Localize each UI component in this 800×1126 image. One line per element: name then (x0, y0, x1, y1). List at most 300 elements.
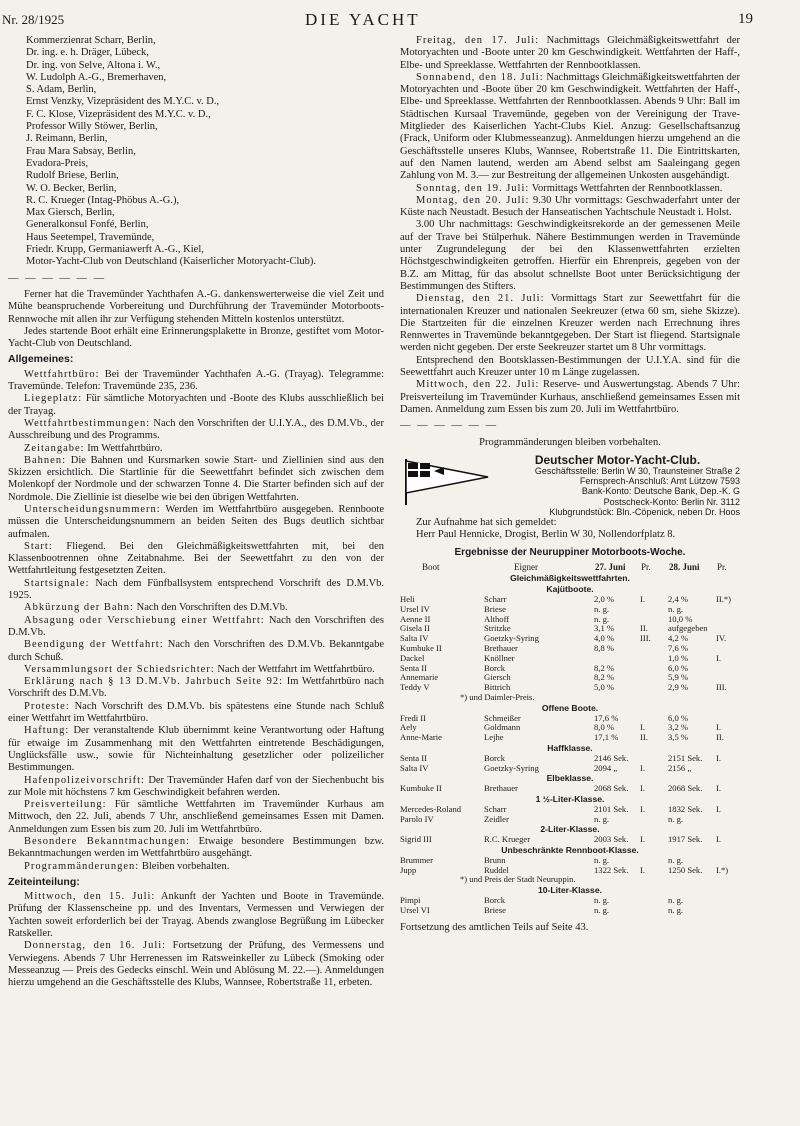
owner-name: Stritzke (484, 623, 511, 634)
separator: — — — — — — (8, 272, 107, 284)
table-row (400, 723, 740, 733)
schedule-item (400, 72, 740, 183)
rule-item-text: Fliegend. Bei den Gleichmäßigkeitswettfahrten mit, bei den Klassenbootrennen ohne Zeitabnahme. Bei der Seewettfahrt zu den von der Wettfahrtleitung festgesetzten Zeiten. (8, 540, 384, 577)
prize-day1: I. (640, 762, 646, 773)
result-day1: 2068 Sek. (594, 783, 629, 794)
result-day1: 17,6 % (594, 712, 619, 723)
prize-day1: I. (640, 594, 646, 605)
table-note: *) und Preis der Stadt Neuruppin. (460, 874, 576, 885)
rule-item-key: Unterscheidungsnummern: (24, 503, 161, 515)
results-title: Ergebnisse der Neuruppiner Motorboots-Woche. (454, 547, 686, 559)
schedule-item-text: Entsprechend den Bootsklassen-Bestimmungen der U.I.Y.A. sind für die Seewettfahrt auch Kreuzer unter 10 m Länge zugelassen. (400, 354, 740, 379)
donor-entry: Max Giersch, Berlin, (26, 207, 115, 219)
prize-day2 (716, 615, 740, 625)
schedule-item-key: Mittwoch, den 15. Juli: (24, 891, 156, 903)
class-heading: 10-Liter-Klasse. (537, 885, 602, 896)
table-row (400, 835, 740, 845)
schedule-item-text: Nachmittags Gleichmäßigkeitswettfahrten der Motoryachten und -Boote über 20 km Geschwindigkeit. Wettfahrten der Haff-, Elbe- und Spreeklasse. Wettfahrten der Rennbootklassen. Abends 9 Uhr: Ball im Städtischen Kursaal Travemünde, gegeben von der Vereinigung der Trave-Mitglieder des Kaiserlichen Yacht-Clubs Kiel. Anzug: Gesellschaftsanzug (Frack, Uniform oder Klubmesseanzug). Anmeldungen hierzu umgehend an die Geschäftsstelle unseres Klubs, Wannsee, Robertstraße 11. Die Eintrittskarten, auf den Namen lautend, werden am Abend selbst am Saaleingang gegen Zahlung von M. 3.— zur Bestreitung der allgemeinen Unkosten ausgehändigt. (400, 71, 740, 182)
rule-item-key: Erklärung nach § 13 D.M.Vb. Jahrbuch Seite 92: (24, 676, 284, 688)
club-info (495, 452, 740, 517)
rule-item-key: Absagung oder Verschiebung einer Wettfahrt: (24, 614, 265, 626)
donor-entry: Haus Seetempel, Travemünde, (26, 231, 155, 243)
donor-entry: F. C. Klose, Vizepräsident des M.Y.C. v. D., (26, 108, 211, 120)
rule-item (8, 602, 384, 614)
prize-day1 (640, 605, 668, 615)
owner-name: R.C. Krueger (484, 834, 531, 845)
result-day1: 2003 Sek. (594, 834, 629, 845)
class-heading-row (400, 573, 740, 584)
donor-entry: Dr. ing. e. h. Dräger, Lübeck, (26, 47, 149, 59)
result-day1: 8,0 % (594, 722, 615, 733)
rule-item-text: Der Travemünder Hafen darf von der Siechenbucht bis zur Mole mit höchstens 7 km Geschwindigkeit befahren werden. (8, 774, 384, 798)
schedule-item-text: Ankunft der Yachten und Boote in Travemünde. Prüfung der Klassenscheine pp. und des Inventars, Vermessen und Verwiegen der Yachten soweit erforderlich bei der Trayag. Abends zwanglose Begrüßung im Lübecker Ratskeller. (8, 891, 384, 940)
col-date1: 27. Juni (595, 561, 626, 572)
result-day1: 2146 Sek. (594, 752, 629, 763)
table-note: *) und Daimler-Preis. (460, 692, 535, 703)
result-day2: 2,9 % (668, 682, 689, 693)
rule-item (8, 504, 384, 541)
donor-entry: Generalkonsul Fonfé, Berlin, (26, 219, 149, 231)
rule-item-text: Die Bahnen und Kursmarken sowie Start- und Ziellinien sind aus den Skizzen ersichtlich. Die Startlinie für die Seewettfahrt befindet sich zwischen dem Molenkopf der Nordmole und der schwarzen Tonne 4. Die Starter befinden sich auf der Nordmole. Die Ziellinie ist dieselbe wie bei den übrigen Wettfahrten. (8, 454, 384, 503)
owner-name: Goetzky-Syring (484, 633, 539, 644)
table-row (400, 595, 740, 605)
rule-item (8, 639, 384, 664)
result-day2: 6,0 % (668, 712, 689, 723)
owner-name: Goldmann (484, 722, 521, 733)
prize-day1 (640, 664, 668, 674)
boat-name: Pimpi (400, 894, 421, 905)
journal-title: DIE YACHT (305, 10, 421, 29)
rule-item-key: Besondere Bekanntmachungen: (24, 836, 191, 847)
prize-day2: II.*) (716, 594, 732, 605)
rule-item (8, 799, 384, 836)
rule-item-key: Proteste: (24, 700, 70, 712)
prize-day2 (716, 896, 740, 906)
rule-item (8, 836, 384, 861)
club-contact-line: Geschäftsstelle: Berlin W 30, Traunsteiner Straße 2 (534, 466, 740, 476)
boat-name: Senta II (400, 752, 427, 763)
class-heading-row (400, 885, 740, 896)
schedule-item (400, 183, 740, 195)
schedule-item-key: Donnerstag, den 16. Juli: (24, 940, 167, 952)
schedule-item (400, 35, 740, 72)
rule-item-key: Wettfahrtbüro: (24, 368, 100, 380)
schedule-list-left (8, 891, 384, 989)
class-heading: Haffklasse. (547, 743, 593, 754)
schedule-item (400, 219, 740, 293)
rule-item-key: Hafenpolizeivorschrift: (24, 774, 145, 786)
boat-name: Salta IV (400, 762, 429, 773)
prize-donor-list (8, 35, 384, 269)
table-row (400, 624, 740, 634)
prize-day1 (640, 644, 668, 654)
club-contact-lines (495, 466, 740, 517)
result-day1: n. g. (594, 613, 610, 624)
rule-item (8, 418, 384, 443)
prize-day1: I. (640, 864, 646, 875)
class-heading-row (400, 703, 740, 714)
result-day2: n. g. (668, 894, 684, 905)
rule-item (8, 676, 384, 701)
prize-day2: I. (716, 783, 722, 794)
result-day2: 6,0 % (668, 662, 689, 673)
col-prize2: Pr. (717, 561, 727, 572)
schedule-item (8, 891, 384, 940)
table-row (400, 733, 740, 743)
prize-day2: I. (716, 834, 722, 845)
result-day2: aufgegeben (668, 623, 708, 634)
owner-name: Brunn (484, 854, 506, 865)
table-row (400, 654, 740, 664)
schedule-item-key: Montag, den 20. Juli: (416, 194, 530, 206)
prize-day2: I. (716, 752, 722, 763)
table-row (400, 896, 740, 906)
prize-day1 (640, 673, 668, 683)
membership-applicant: Herr Paul Hennicke, Drogist, Berlin W 30, Nollendorfplatz 8. (416, 529, 676, 541)
club-name: Deutscher Motor-Yacht-Club. (534, 452, 701, 467)
boat-name: Brummer (400, 854, 433, 865)
right-column (400, 35, 740, 934)
prize-day1: III. (640, 633, 651, 644)
issue-number: Nr. 28/1925 (2, 12, 65, 27)
club-contact-line: Postscheck-Konto: Berlin Nr. 3112 (603, 496, 740, 507)
separator: — — — — — — (400, 420, 499, 432)
result-day2: 7,6 % (668, 643, 689, 654)
prize-day2: I. (716, 652, 722, 663)
class-heading: Elbeklasse. (546, 773, 594, 784)
result-day2: 3,5 % (668, 732, 689, 743)
club-notice (400, 452, 740, 517)
rule-item-key: Bahnen: (24, 454, 66, 466)
prize-day2: I. (716, 803, 722, 814)
paragraph-plakette: Jedes startende Boot erhält eine Erinnerungsplakette in Bronze, gestiftet vom Motor-Yacht-Club von Deutschland. (8, 325, 384, 350)
boat-name: Teddy V (400, 682, 430, 693)
prize-day1 (640, 654, 668, 664)
result-day1: 8,2 % (594, 662, 615, 673)
left-column (8, 35, 384, 990)
rule-item-key: Liegeplatz: (24, 393, 83, 405)
rule-item-key: Programmänderungen: (24, 860, 140, 872)
result-day1: 17,1 % (594, 732, 619, 743)
donor-entry: Motor-Yacht-Club von Deutschland (Kaiserlicher Motoryacht-Club). (26, 256, 317, 268)
result-day1: n. g. (594, 904, 610, 915)
prize-day1 (640, 815, 668, 825)
schedule-item-text: 3.00 Uhr nachmittags: Geschwindigkeitsrekorde an der gemessenen Meile auf der Trave bei Stülperhuk. Nähere Bestimmungen werden in Travemünde unter Zugrundelegung der bei den Klassenwettfahrten erzielten Höchstgeschwindigkeiten getroffen. Hierfür ein Ehrenpreis, gegeben von der B.Z. am Mittag, für das absolut schnellste Boot unter Berücksichtigung der Bestimmungen des Stifters. (400, 219, 740, 292)
donor-entry: S. Adam, Berlin, (26, 84, 97, 96)
result-day2: 2068 Sek. (668, 783, 703, 794)
rule-item-text: Nach den Vorschriften des D.M.Vb. (133, 602, 288, 614)
class-heading-row (400, 845, 740, 856)
schedule-item-key: Dienstag, den 21. Juli: (416, 293, 545, 305)
schedule-item (400, 293, 740, 354)
owner-name: Scharr (484, 594, 507, 605)
schedule-item-text: Vormittags Wettfahrten der Rennbootklassen. (529, 182, 723, 194)
results-table (400, 562, 740, 916)
result-day1: n. g. (594, 813, 610, 824)
donor-entry: J. Reimann, Berlin, (26, 133, 108, 145)
donor-entry: Professor Willy Stöwer, Berlin, (26, 121, 158, 133)
rule-item-text: Für sämtliche Wettfahrten im Travemünder Kurhaus am Mittwoch, den 22. Juli, abends 7 Uhr, anschließend gemeinsames Essen mit Damen. Anmeldungen zum Essen bis zum 20. Juli im Wettfahrtbüro. (8, 799, 384, 835)
prize-day1: I. (640, 834, 646, 845)
result-day1: 1322 Sek. (594, 864, 629, 875)
owner-name: Brethauer (484, 643, 518, 654)
donor-entry: R. C. Krueger (Intag-Phöbus A.-G.), (26, 194, 180, 206)
owner-name: Bittrich (484, 682, 511, 693)
owner-name: Knöllner (484, 652, 515, 663)
table-note-row (400, 693, 740, 703)
schedule-item (400, 379, 740, 416)
prize-day1: I. (640, 783, 646, 794)
club-contact-line: Klubgrundstück: Bln.-Cöpenick, neben Dr. Hoos (549, 506, 740, 517)
prize-day2 (716, 664, 740, 674)
class-heading: Kajütboote. (546, 584, 594, 595)
rule-item-key: Beendigung der Wettfahrt: (24, 639, 164, 651)
rule-item (8, 615, 384, 640)
rule-item-text: Nach den Vorschriften der U.I.Y.A., des D.M.Vb., der Ausschreibung und des Programms. (8, 417, 384, 442)
donor-entry: Dr. ing. von Selve, Altona i. W., (26, 59, 161, 71)
rule-item (8, 701, 384, 726)
boat-name: Senta II (400, 662, 427, 673)
schedule-item-text: Nachmittags Gleichmäßigkeitswettfahrt der Motoryachten und -Boote unter 20 km Geschwindigkeit. Wettfahrten der Haff-, Elbe- und Spreeklasse. Wettfahrten der Rennbootklassen. (400, 35, 740, 71)
result-day2: 2156 „ (668, 762, 692, 773)
schedule-item (8, 940, 384, 989)
rule-item-text: Bei der Travemünder Yachthafen A.-G. (Trayag). Telegramme: Travemünde. Telefon: Travemünde 235, 236. (8, 368, 384, 393)
rule-item-key: Startsignale: (24, 577, 90, 589)
table-row (400, 644, 740, 654)
membership-heading: Zur Aufnahme hat sich gemeldet: (416, 516, 557, 528)
continuation-note: Fortsetzung des amtlichen Teils auf Seite 43. (400, 921, 589, 933)
rule-item-key: Haftung: (24, 725, 70, 737)
rule-item-text: Der veranstaltende Klub übernimmt keine Verantwortung oder Haftung für etwaige im Zusammenhang mit den Wettfahrten eintretende Beschädigungen, Unglücksfälle usw., sowie für Nichteinhaltung gesetzlicher oder polizeilicher Bestimmungen. (8, 725, 384, 774)
rule-item-text: Nach den Vorschriften des D.M.Vb. (8, 614, 384, 638)
rule-item-text: Nach Vorschrift des D.M.Vb. bis spätestens eine Stunde nach Schluß einer Wettfahrt im Wettfahrtbüro. (8, 700, 384, 725)
result-day2: 3,2 % (668, 722, 689, 733)
rule-item-text: Nach der Wettfahrt im Wettfahrtbüro. (214, 663, 375, 675)
rule-item (8, 775, 384, 800)
result-day2: 10,0 % (668, 613, 693, 624)
prize-day2: I. (716, 722, 722, 733)
owner-name: Althoff (484, 613, 510, 624)
rule-item (8, 578, 384, 603)
rule-item-text: Im Wettfahrtbüro nach Vorschrift des D.M.Vb. (8, 676, 384, 700)
owner-name: Zeidler (484, 813, 509, 824)
owner-name: Scharr (484, 803, 507, 814)
rule-item (8, 455, 384, 504)
result-day2: 2151 Sek. (668, 752, 703, 763)
table-row (400, 805, 740, 815)
section-heading-zeiteinteilung: Zeiteinteilung: (8, 875, 80, 888)
owner-name: Borck (484, 662, 506, 673)
prize-day2 (716, 815, 740, 825)
prize-day1 (640, 896, 668, 906)
schedule-item-key: Mittwoch, den 22. Juli: (416, 379, 540, 391)
rule-item-text: Nach dem Fünfballsystem entsprechend Vorschrift des D.M.Vb. 1925. (8, 577, 384, 602)
schedule-item-key: Freitag, den 17. Juli: (416, 35, 540, 46)
prize-day1: II. (640, 623, 648, 634)
boat-name: Heli (400, 594, 415, 605)
allgemeines-list (8, 369, 384, 873)
rule-item-text: Werden im Wettfahrtbüro ausgegeben. Rennboote müssen die Unterscheidungsnummern an beiden Seiten des Bugs deutlich sichtbar aufmalen. (8, 503, 384, 540)
rule-item-key: Versammlungsort der Schiedsrichter: (24, 663, 215, 675)
rule-item-text: Für sämtliche Motoryachten und -Boote des Klubs ausschließlich bei der Trayag. (8, 393, 384, 417)
rule-item (8, 393, 384, 418)
prize-day2 (716, 605, 740, 615)
boat-name: Ursel IV (400, 603, 430, 614)
prize-day1: II. (640, 732, 648, 743)
table-row (400, 815, 740, 825)
rule-item-key: Wettfahrtbestimmungen: (24, 417, 151, 429)
rule-item (8, 725, 384, 774)
table-row (400, 673, 740, 683)
owner-name: Schmeißer (484, 712, 521, 723)
results-header-row (400, 562, 740, 574)
rule-item (8, 541, 384, 578)
owner-name: Briese (484, 904, 506, 915)
rule-item-text: Etwaige besondere Bestimmungen bzw. Bekanntmachungen werden im Wettfahrtbüro ausgehängt. (8, 836, 385, 860)
prize-day2: IV. (716, 633, 727, 644)
owner-name: Borck (484, 894, 506, 905)
schedule-item-key: Sonntag, den 19. Juli: (416, 182, 530, 194)
boat-name: Aenne II (400, 613, 431, 624)
rule-item-text: Nach den Vorschriften des D.M.Vb. Bekanntgabe durch Schuß. (8, 639, 384, 663)
result-day2: 1250 Sek. (668, 864, 703, 875)
paragraph-trayag: Ferner hat die Travemünder Yachthafen A.-G. dankenswerterweise die viel Zeit und Mühe beanspruchende Vorbereitung und Durchführung der Travemünder Motorboots-Rennwoche mit allen ihr zur Verfügung stehenden Mitteln kostenlos unterstützt. (8, 288, 384, 325)
page-header (0, 8, 800, 30)
donor-entry: Rudolf Briese, Berlin, (26, 170, 119, 182)
prize-day1 (640, 906, 668, 916)
result-day1: n. g. (594, 854, 610, 865)
boat-name: Salta IV (400, 633, 429, 644)
program-change-note: Programmänderungen bleiben vorbehalten. (479, 436, 661, 448)
prize-day2: I.*) (716, 864, 729, 875)
prize-day2 (716, 906, 740, 916)
schedule-item-text: Fortsetzung der Prüfung, des Vermessens und Verwiegens. Abends 7 Uhr Herrenessen im Ratsweinkeller zu Lübeck (Smoking oder Messeanzug — Preis des Gedecks einschl. Wein und Ablösung M. 22.—). Anmeldungen hierzu umgehend an die Geschäftsstelle des Klubs, Wannsee, Robertstraße 11, erbeten. (8, 940, 384, 989)
schedule-item-text: Vormittags Start zur Seewettfahrt für die internationalen Kreuzer und nationalen Seekreuzer (etwa 60 sm, siehe Skizze). Die Startzeiten für die einzelnen Kreuzer werden nach Errechnung ihres Rennwertes in Travemünde bekanntgegeben. Der Start ist fliegend. Startsignale werden nicht gegeben. Der erste Seekreuzer startet um 8 Uhr vormittags. (400, 293, 740, 354)
rule-item (8, 443, 384, 455)
result-day1: 4,0 % (594, 633, 615, 644)
club-contact-line: Fernsprech-Anschluß: Amt Lützow 7593 (579, 476, 740, 487)
donor-entry: W. O. Becker, Berlin, (26, 182, 117, 194)
class-heading: Unbeschränkte Rennboot-Klasse. (501, 845, 639, 855)
owner-name: Goetzky-Syring (484, 762, 539, 773)
schedule-item-key: Sonnabend, den 18. Juli: (416, 71, 544, 83)
donor-entry: Friedr. Krupp, Germaniawerft A.-G., Kiel, (26, 244, 204, 256)
donor-entry: Frau Mara Sabsay, Berlin, (26, 145, 136, 157)
result-day2: n. g. (668, 854, 684, 865)
schedule-item (400, 195, 740, 220)
donor-entry: Kommerzienrat Scharr, Berlin, (26, 35, 156, 46)
result-day2: 1917 Sek. (668, 834, 703, 845)
result-day1: 2101 Sek. (594, 803, 629, 814)
prize-day2 (716, 764, 740, 774)
prize-day2: II. (716, 732, 724, 743)
owner-name: Giersch (484, 672, 511, 683)
result-day2: n. g. (668, 904, 684, 915)
rule-item-key: Abkürzung der Bahn: (24, 602, 134, 614)
result-day1: 8,2 % (594, 672, 615, 683)
table-row (400, 634, 740, 644)
prize-day1: I. (640, 803, 646, 814)
rule-item-key: Start: (24, 540, 53, 552)
col-boot: Boot (422, 561, 440, 572)
owner-name: Brethauer (484, 783, 518, 794)
rule-item (8, 861, 384, 873)
table-row (400, 664, 740, 674)
class-heading: Offene Boote. (541, 702, 599, 713)
table-row (400, 906, 740, 916)
table-row (400, 764, 740, 774)
boat-name: Sigrid III (400, 834, 432, 845)
boat-name: Mercedes-Roland (400, 803, 462, 814)
table-row (400, 784, 740, 794)
rule-item (8, 369, 384, 394)
rule-item-text: Bleiben vorbehalten. (139, 860, 230, 872)
rule-item-key: Preisverteilung: (24, 799, 107, 811)
boat-name: Anne-Marie (400, 732, 442, 743)
boat-name: Jupp (400, 864, 417, 875)
schedule-item-text: Reserve- und Auswertungstag. Abends 7 Uhr: Preisverteilung im Travemünder Kurhaus, anschließend gemeinsames Essen mit Damen. Anmeldung zum Essen bis zum 20. Juli im Wettfahrtbüro. (400, 379, 740, 415)
boat-name: Fredi II (400, 712, 427, 723)
table-note-row (400, 875, 740, 885)
result-day1: 2,0 % (594, 594, 615, 605)
class-heading: 2-Liter-Klasse. (540, 824, 600, 835)
club-pennant-icon (400, 457, 490, 507)
result-day2: 4,2 % (668, 633, 689, 644)
owner-name: Briese (484, 603, 506, 614)
rule-item-key: Zeitangabe: (24, 442, 85, 454)
result-day1: 5,0 % (594, 682, 615, 693)
result-day2: n. g. (668, 813, 684, 824)
col-prize1: Pr. (641, 561, 651, 572)
donor-entry: W. Ludolph A.-G., Bremerhaven, (26, 71, 167, 83)
results-body (400, 573, 740, 915)
table-row (400, 683, 740, 693)
result-day2: 5,9 % (668, 672, 689, 683)
result-day1: 8,8 % (594, 643, 615, 654)
prize-day1: I. (640, 722, 646, 733)
owner-name: Lejhe (484, 732, 504, 743)
class-heading: 1 ½-Liter-Klasse. (535, 794, 605, 805)
club-contact-line: Bank-Konto: Deutsche Bank, Dep.-K. G (581, 486, 740, 497)
boat-name: Ursel VI (400, 904, 430, 915)
class-heading: Gleichmäßigkeitswettfahrten. (510, 573, 630, 584)
rule-item (8, 664, 384, 676)
page-number: 19 (738, 11, 753, 27)
schedule-list-right (400, 35, 740, 416)
owner-name: Ruddel (484, 864, 509, 875)
result-day2: 1,0 % (668, 652, 689, 663)
owner-name: Borck (484, 752, 506, 763)
col-eigner: Eigner (514, 561, 538, 572)
table-row (400, 714, 740, 724)
result-day1: 3,1 % (594, 623, 615, 634)
result-day1: n. g. (594, 894, 610, 905)
boat-name: Annemarie (400, 672, 439, 683)
boat-name: Gisela II (400, 623, 430, 634)
rule-item-text: Im Wettfahrtbüro. (84, 442, 163, 454)
result-day1: n. g. (594, 603, 610, 614)
boat-name: Kumbuke II (400, 643, 442, 654)
prize-day2: III. (716, 682, 727, 693)
class-heading-row (400, 584, 740, 595)
donor-entry: Evadora-Preis, (26, 157, 89, 169)
boat-name: Aely (400, 722, 417, 733)
col-date2: 28. Juni (669, 561, 700, 572)
prize-day1 (640, 683, 668, 693)
boat-name: Dackel (400, 652, 425, 663)
section-heading-allgemeines: Allgemeines: (8, 353, 74, 366)
boat-name: Kumbuke II (400, 783, 442, 794)
